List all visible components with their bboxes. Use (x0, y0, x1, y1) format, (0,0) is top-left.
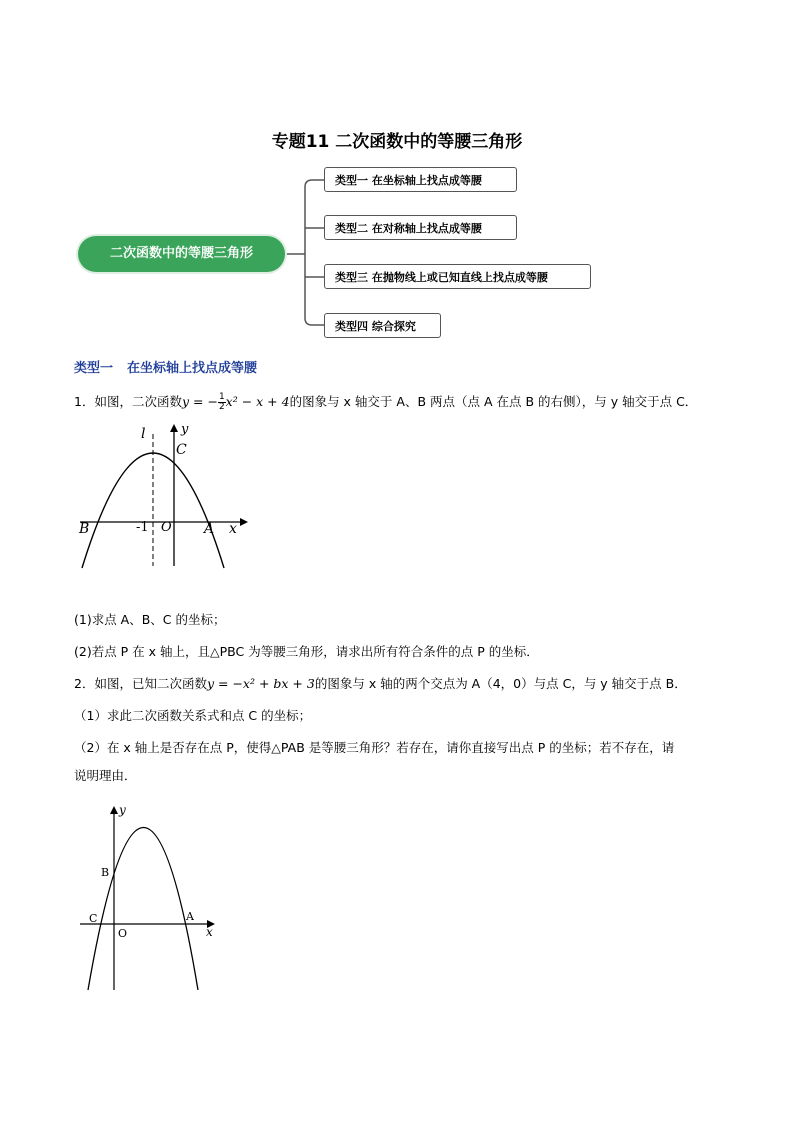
q1-fig-label-l: l (141, 426, 146, 442)
q1-fraction (218, 393, 226, 412)
q2-part2-line1: （2）在 x 轴上是否存在点 P，使得△PAB 是等腰三角形？若存在，请你直接写出点 P 的坐标；若不存在，请 (74, 740, 675, 755)
q2-suffix: 的图象与 x 轴的两个交点为 A（4，0）与点 C，与 y 轴交于点 B． (314, 676, 687, 691)
q2-fig-label-B: B (101, 866, 110, 879)
q2-fig-label-y: y (119, 803, 126, 817)
q1-stem (74, 393, 697, 412)
q2-fig-label-O: O (118, 927, 128, 940)
mindmap-root: 二次函数中的等腰三角形 (78, 236, 285, 272)
q1-fig-label-C: C (176, 442, 187, 458)
q1-fig-label-x: x (229, 521, 237, 537)
q2-stem (74, 675, 687, 693)
q1-fig-label-B: B (79, 521, 90, 537)
mindmap-branch-4: 类型四 综合探究 (324, 313, 441, 338)
q1-fig-label-y: y (181, 422, 189, 437)
q2-equation: y = −x² + bx + 3 (206, 676, 315, 691)
mindmap-branch-2: 类型二 在对称轴上找点成等腰 (324, 215, 517, 240)
q1-prefix: 1．如图，二次函数 (74, 394, 182, 409)
q1-part1: (1)求点 A、B、C 的坐标； (74, 612, 226, 627)
page-title: 专题11 二次函数中的等腰三角形 (271, 132, 523, 152)
q1-fig-label-neg1: -1 (136, 520, 149, 535)
q2-prefix: 2．如图，已知二次函数 (74, 676, 207, 691)
q2-fig-label-A: A (186, 910, 194, 923)
q2-part2-line2: 说明理由． (74, 768, 137, 783)
q1-part2: (2)若点 P 在 x 轴上，且△PBC 为等腰三角形，请求出所有符合条件的点 P 的坐标． (74, 644, 539, 659)
q1-frac-numerator: 1 (218, 392, 225, 402)
q2-fig-label-C: C (89, 912, 98, 925)
section-label: 类型一 (74, 361, 114, 376)
q1-fig-label-O: O (161, 520, 172, 535)
q2-figure (74, 800, 224, 995)
q1-eq-y: y (181, 394, 190, 409)
mindmap-branch-3: 类型三 在抛物线上或已知直线上找点成等腰 (324, 264, 591, 289)
q1-eq-eq: = − (189, 394, 218, 409)
q1-frac-denominator: 2 (218, 402, 225, 412)
mindmap-branch-1: 类型一 在坐标轴上找点成等腰 (324, 167, 517, 192)
section-title: 在坐标轴上找点成等腰 (127, 361, 258, 376)
q1-suffix: 的图象与 x 轴交于 A、B 两点（点 A 在点 B 的右侧），与 y 轴交于点 C． (289, 394, 698, 409)
q1-fig-label-A: A (204, 521, 215, 537)
section-heading (74, 357, 271, 376)
q1-figure (74, 420, 249, 570)
q2-part1: （1）求此二次函数关系式和点 C 的坐标； (74, 708, 312, 723)
q2-fig-label-x: x (206, 925, 213, 939)
q1-eq-rest: x² − x + 4 (225, 394, 290, 409)
